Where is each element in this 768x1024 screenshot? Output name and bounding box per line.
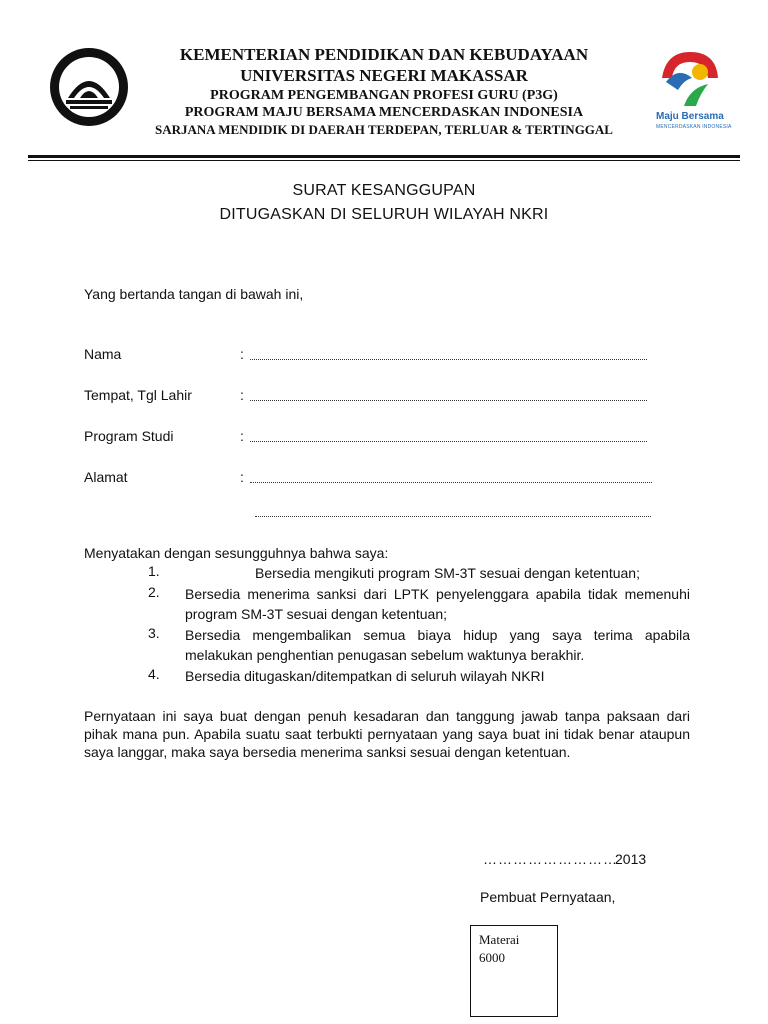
- list-number: 1.: [148, 563, 160, 579]
- header-rule-thick: [28, 155, 740, 158]
- intro-text: Yang bertanda tangan di bawah ini,: [84, 286, 304, 302]
- list-item: Bersedia menerima sanksi dari LPTK penyelenggara apabila tidak memenuhi program SM-3T sesuai dengan ketentuan;: [185, 586, 690, 622]
- header-program-p3g: PROGRAM PENGEMBANGAN PROFESI GURU (P3G): [210, 88, 558, 103]
- nama-fill-line[interactable]: [250, 359, 647, 360]
- header-sm3t: SARJANA MENDIDIK DI DAERAH TERDEPAN, TERLUAR & TERTINGGAL: [155, 122, 613, 137]
- field-label: Tempat, Tgl Lahir: [84, 387, 192, 403]
- signature-date-placeholder[interactable]: ………………………: [483, 851, 618, 867]
- field-label: Nama: [84, 346, 122, 362]
- maju-bersama-logo-icon: [656, 48, 724, 110]
- header-ministry: KEMENTERIAN PENDIDIKAN DAN KEBUDAYAAN: [179, 45, 589, 64]
- document-title-line1: SURAT KESANGGUPAN: [292, 182, 476, 199]
- field-colon: :: [240, 469, 244, 485]
- alamat-fill-line-2[interactable]: [255, 516, 651, 517]
- list-item: Bersedia mengikuti program SM-3T sesuai dengan ketentuan;: [255, 565, 640, 581]
- stamp-value: 6000: [479, 950, 505, 965]
- header-rule-thin: [28, 160, 740, 161]
- header-university: UNIVERSITAS NEGERI MAKASSAR: [240, 66, 528, 85]
- list-number: 3.: [148, 625, 160, 641]
- closing-paragraph: Pernyataan ini saya buat dengan penuh kesadaran dan tanggung jawab tanpa paksaan dari pihak mana pun. Apabila suatu saat terbukti pernyataan yang saya buat ini tidak benar ataupun saya langgar, maka saya bersedia menerima sanksi sesuai dengan ketentuan.: [84, 708, 690, 760]
- signature-year: 2013: [615, 851, 647, 867]
- signature-role: Pembuat Pernyataan,: [480, 889, 616, 905]
- maju-bersama-title: Maju Bersama: [656, 111, 724, 122]
- list-number: 4.: [148, 666, 160, 682]
- alamat-fill-line[interactable]: [250, 482, 652, 483]
- field-label: Program Studi: [84, 428, 174, 444]
- tempat-tgl-lahir-fill-line[interactable]: [250, 400, 647, 401]
- field-colon: :: [240, 387, 244, 403]
- field-colon: :: [240, 346, 244, 362]
- list-item: Bersedia ditugaskan/ditempatkan di seluruh wilayah NKRI: [185, 668, 545, 684]
- stamp-label: Materai: [479, 932, 520, 947]
- maju-bersama-subtitle: MENCERDASKAN INDONESIA: [656, 124, 732, 130]
- statement-intro: Menyatakan dengan sesungguhnya bahwa saya:: [84, 545, 389, 561]
- list-number: 2.: [148, 584, 160, 600]
- field-label: Alamat: [84, 469, 128, 485]
- program-studi-fill-line[interactable]: [250, 441, 647, 442]
- document-title-line2: DITUGASKAN DI SELURUH WILAYAH NKRI: [219, 206, 549, 223]
- header-program-maju: PROGRAM MAJU BERSAMA MENCERDASKAN INDONESIA: [184, 105, 584, 120]
- field-colon: :: [240, 428, 244, 444]
- materai-stamp-box: [470, 925, 558, 1017]
- list-item: Bersedia mengembalikan semua biaya hidup yang saya terima apabila melakukan penghentian penugasan sebelum waktunya berakhir.: [185, 627, 690, 663]
